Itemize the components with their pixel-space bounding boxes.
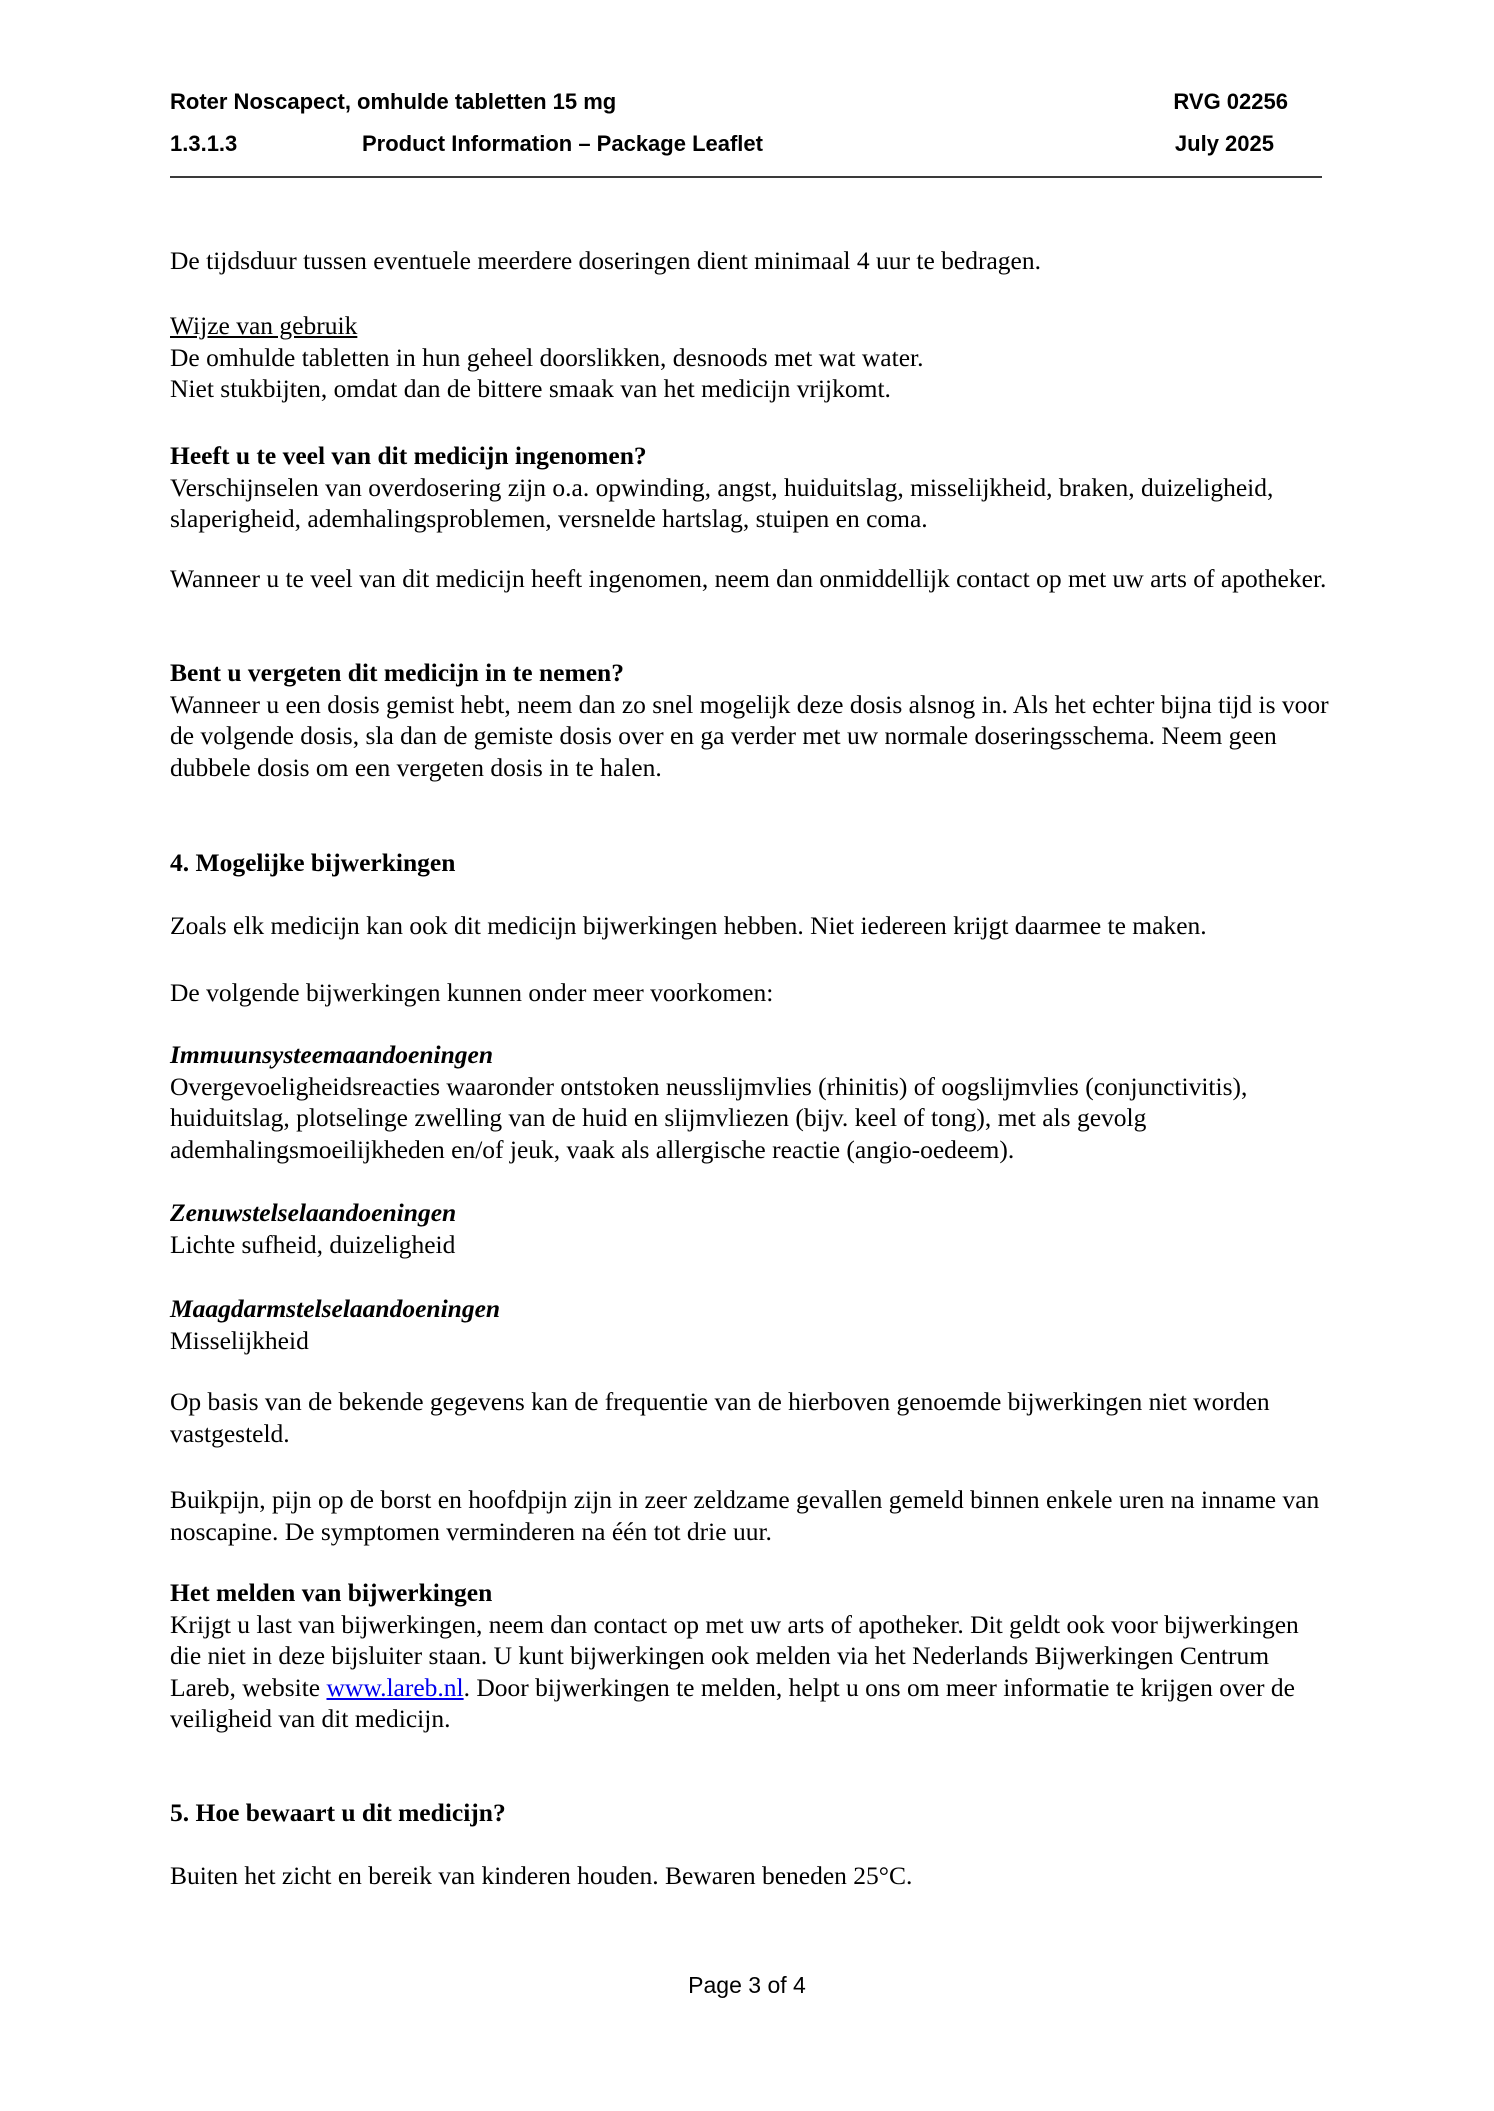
overdose-symptoms-text: Verschijnselen van overdosering zijn o.a. opwinding, angst, huiduitslag, misselijkheid, braken, duizeligheid, slaperigheid, ademhalingsproblemen, versnelde hartslag, stuipen en coma.	[170, 472, 1274, 533]
section-5-heading: 5. Hoe bewaart u dit medicijn?	[170, 1798, 506, 1827]
header-registration-code: RVG 02256	[1173, 89, 1288, 114]
usage-heading: Wijze van gebruik	[170, 311, 358, 340]
lareb-website-link[interactable]: www.lareb.nl	[326, 1672, 464, 1702]
header-product-name: Roter Noscapect, omhulde tabletten 15 mg	[170, 89, 617, 114]
gastrointestinal-text: Misselijkheid	[170, 1325, 309, 1355]
overdose-advice-text: Wanneer u te veel van dit medicijn heeft ingenomen, neem dan onmiddellijk contact op met uw arts of apotheker.	[170, 564, 1327, 593]
page-number-footer: Page 3 of 4	[688, 1972, 806, 1998]
section-usage	[170, 310, 1330, 405]
missed-dose-heading: Bent u vergeten dit medicijn in te nemen?	[170, 658, 624, 687]
paragraph-dosing-interval: De tijdsduur tussen eventuele meerdere doseringen dient minimaal 4 uur te bedragen.	[170, 246, 1041, 275]
nervous-system-heading: Zenuwstelselaandoeningen	[170, 1198, 457, 1227]
side-effects-intro-2: De volgende bijwerkingen kunnen onder meer voorkomen:	[170, 978, 774, 1007]
immune-disorders-heading: Immuunsysteemaandoeningen	[170, 1040, 494, 1069]
nervous-system-text: Lichte sufheid, duizeligheid	[170, 1229, 456, 1259]
overdose-heading: Heeft u te veel van dit medicijn ingenomen?	[170, 441, 647, 470]
missed-dose-text: Wanneer u een dosis gemist hebt, neem dan zo snel mogelijk deze dosis alsnog in. Als het echter bijna tijd is voor de volgende dosis, sla dan de gemiste dosis over en ga verder met uw normale doseringsschema. Neem geen dubbele dosis om een vergeten dosis in te halen.	[170, 689, 1329, 782]
header-section-number: 1.3.1.3	[170, 131, 238, 156]
section-reporting-side-effects	[170, 1577, 1330, 1735]
side-effects-intro-1: Zoals elk medicijn kan ook dit medicijn bijwerkingen hebben. Niet iedereen krijgt daarmee te maken.	[170, 911, 1207, 940]
storage-text: Buiten het zicht en bereik van kinderen houden. Bewaren beneden 25°C.	[170, 1861, 913, 1890]
reporting-text	[170, 1609, 1330, 1735]
reporting-heading: Het melden van bijwerkingen	[170, 1578, 493, 1607]
section-immune-disorders	[170, 1039, 1330, 1165]
section-4-heading: 4. Mogelijke bijwerkingen	[170, 848, 456, 877]
usage-line-2: Niet stukbijten, omdat dan de bittere smaak van het medicijn vrijkomt.	[170, 374, 891, 403]
header-divider-rule	[170, 176, 1322, 178]
section-gastrointestinal-disorders	[170, 1293, 1330, 1356]
section-nervous-system-disorders	[170, 1197, 1330, 1260]
frequency-note-text: Op basis van de bekende gegevens kan de frequentie van de hierboven genoemde bijwerkingen niet worden vastgesteld.	[170, 1387, 1270, 1448]
reporting-text-after-link: . Door bijwerkingen te melden, helpt u ons om meer informatie te krijgen over de veiligheid van dit medicijn.	[170, 1672, 1295, 1733]
gastrointestinal-heading: Maagdarmstelselaandoeningen	[170, 1294, 501, 1323]
reporting-text-before-link: Krijgt u last van bijwerkingen, neem dan contact op met uw arts of apotheker. Dit geldt ook voor bijwerkingen die niet in deze bijsluiter staan. U kunt bijwerkingen ook melden via het Nederlands Bijwerkingen Centrum Lareb, website	[170, 1609, 1299, 1702]
section-overdose	[170, 440, 1330, 535]
section-missed-dose	[170, 657, 1330, 783]
usage-line-1: De omhulde tabletten in hun geheel doorslikken, desnoods met wat water.	[170, 342, 924, 372]
header-date: July 2025	[1174, 131, 1274, 156]
header-document-type: Product Information – Package Leaflet	[362, 131, 763, 156]
immune-disorders-text: Overgevoeligheidsreacties waaronder ontstoken neusslijmvlies (rhinitis) of oogslijmvlies (conjunctivitis), huiduitslag, plotselinge zwelling van de huid en slijmvliezen (bijv. keel of tong), met als gevolg ademhalingsmoeilijkheden en/of jeuk, vaak als allergische reactie (angio-oedeem).	[170, 1071, 1248, 1164]
rare-cases-text: Buikpijn, pijn op de borst en hoofdpijn zijn in zeer zeldzame gevallen gemeld binnen enkele uren na inname van noscapine. De symptomen verminderen na één tot drie uur.	[170, 1485, 1320, 1546]
